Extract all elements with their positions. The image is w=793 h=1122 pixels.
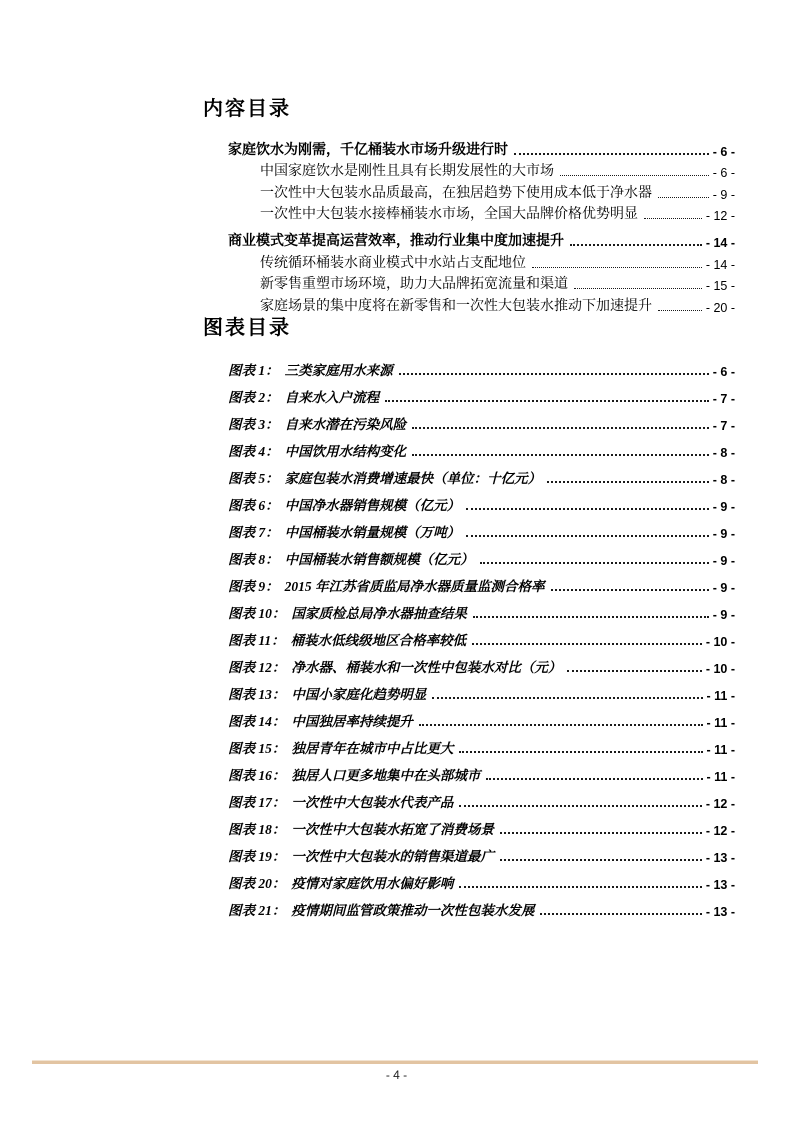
figure-toc-entry[interactable] — [228, 730, 735, 757]
toc-entry-page-number: - 14 - — [705, 257, 735, 272]
toc-section-entry[interactable] — [228, 137, 735, 159]
toc-entry-page-number: - 7 - — [712, 418, 735, 433]
toc-entry-page-number: - 12 - — [705, 796, 735, 811]
figure-toc-entry[interactable] — [228, 892, 735, 919]
toc-sub-entry[interactable] — [260, 159, 735, 181]
toc-entry-page-number: - 6 - — [712, 364, 735, 379]
toc-entry-page-number: - 6 - — [712, 166, 735, 181]
figure-entry-label: 图表 21： — [228, 902, 286, 918]
toc-entry-title: 疫情期间监管政策推动一次性包装水发展 — [291, 902, 535, 918]
toc-entry-page-number: - 15 - — [705, 279, 735, 294]
figure-toc-entry[interactable] — [228, 487, 735, 514]
dotted-leader — [658, 197, 709, 198]
dotted-leader — [547, 481, 709, 483]
page-content — [203, 0, 735, 919]
figure-entry-label: 图表 8： — [228, 551, 279, 567]
dotted-leader — [459, 886, 701, 888]
figure-entry-label: 图表 20： — [228, 875, 286, 891]
figure-entry-label: 图表 12： — [228, 659, 286, 675]
dotted-leader — [466, 535, 709, 537]
figure-toc-entry[interactable] — [228, 352, 735, 379]
figure-entry-label: 图表 3： — [228, 416, 279, 432]
toc-entry-page-number: - 9 - — [712, 187, 735, 202]
toc-entry-title: 中国小家庭化趋势明显 — [291, 686, 427, 702]
toc-entry-page-number: - 20 - — [705, 300, 735, 315]
toc-entry-page-number: - 9 - — [712, 526, 735, 541]
figure-toc-entry[interactable] — [228, 460, 735, 487]
dotted-leader — [567, 670, 701, 672]
toc-entry-title: 自来水潜在污染风险 — [284, 416, 407, 432]
toc-entry-title: 一次性中大包装水拓宽了消费场景 — [291, 821, 494, 837]
dotted-leader — [486, 778, 702, 780]
toc-entry-title: 中国桶装水销售额规模（亿元） — [284, 551, 474, 567]
figure-toc-entry[interactable] — [228, 757, 735, 784]
dotted-leader — [399, 373, 709, 375]
toc-entry-title: 商业模式变革提高运营效率，推动行业集中度加速提升 — [228, 233, 564, 249]
toc-entry-title: 中国家庭饮水是刚性且具有长期发展性的大市场 — [260, 164, 554, 180]
toc-entry-page-number: - 11 - — [706, 769, 735, 784]
toc-entry-title: 家庭场景的集中度将在新零售和一次性大包装水推动下加速提升 — [260, 298, 652, 314]
dotted-leader — [658, 310, 702, 311]
dotted-leader — [459, 751, 702, 753]
toc-entry-page-number: - 14 - — [705, 235, 735, 250]
dotted-leader — [560, 175, 709, 176]
figure-toc-entry[interactable] — [228, 406, 735, 433]
figure-entry-label: 图表 6： — [228, 497, 279, 513]
figure-entry-label: 图表 13： — [228, 686, 286, 702]
dotted-leader — [385, 400, 709, 402]
dotted-leader — [473, 616, 709, 618]
dotted-leader — [574, 288, 702, 289]
footer-page-number: - 4 - — [385, 1068, 408, 1082]
toc-entry-title: 中国净水器销售规模（亿元） — [284, 497, 461, 513]
toc-sub-entry[interactable] — [260, 202, 735, 224]
toc-entry-title: 一次性中大包装水接棒桶装水市场，全国大品牌价格优势明显 — [260, 207, 638, 223]
figure-entry-label: 图表 9： — [228, 578, 279, 594]
dotted-leader — [472, 643, 702, 645]
toc-entry-title: 疫情对家庭饮用水偏好影响 — [291, 875, 454, 891]
toc-entry-page-number: - 9 - — [712, 607, 735, 622]
toc-entry-title: 中国独居率持续提升 — [291, 713, 413, 729]
figure-toc-entry[interactable] — [228, 811, 735, 838]
figure-toc-entry[interactable] — [228, 649, 735, 676]
figure-entry-label: 图表 11： — [228, 632, 285, 648]
toc-entry-page-number: - 13 - — [705, 850, 735, 865]
toc-entry-page-number: - 13 - — [705, 877, 735, 892]
dotted-leader — [466, 508, 709, 510]
toc-entry-title: 家庭包装水消费增速最快（单位：十亿元） — [284, 470, 542, 486]
figure-entry-label: 图表 7： — [228, 524, 279, 540]
toc-entry-title: 中国桶装水销量规模（万吨） — [284, 524, 461, 540]
toc-entry-page-number: - 11 - — [706, 742, 735, 757]
dotted-leader — [500, 859, 702, 861]
toc-entry-title: 一次性中大包装水的销售渠道最广 — [291, 848, 494, 864]
dotted-leader — [480, 562, 709, 564]
figure-toc-entry[interactable] — [228, 595, 735, 622]
figure-toc-entry[interactable] — [228, 514, 735, 541]
content-toc-rows — [203, 137, 735, 315]
figure-toc-entry[interactable] — [228, 838, 735, 865]
toc-entry-page-number: - 10 - — [705, 661, 735, 676]
dotted-leader — [412, 427, 709, 429]
toc-entry-page-number: - 13 - — [705, 904, 735, 919]
toc-entry-page-number: - 12 - — [705, 823, 735, 838]
toc-entry-title: 中国饮用水结构变化 — [284, 443, 407, 459]
toc-entry-page-number: - 8 - — [712, 472, 735, 487]
dotted-leader — [644, 218, 702, 219]
toc-entry-page-number: - 8 - — [712, 445, 735, 460]
figure-entry-label: 图表 17： — [228, 794, 286, 810]
toc-entry-page-number: - 9 - — [712, 499, 735, 514]
toc-entry-title: 新零售重塑市场环境，助力大品牌拓宽流量和渠道 — [260, 277, 568, 293]
dotted-leader — [500, 832, 702, 834]
toc-sub-entry[interactable] — [260, 272, 735, 294]
toc-entry-title: 桶装水低线级地区合格率较低 — [290, 632, 467, 648]
figure-entry-label: 图表 5： — [228, 470, 279, 486]
figure-entry-label: 图表 1： — [228, 362, 279, 378]
figure-toc-entry[interactable] — [228, 433, 735, 460]
toc-sub-entry[interactable] — [260, 250, 735, 272]
figure-toc-entry[interactable] — [228, 622, 735, 649]
toc-entry-page-number: - 10 - — [705, 634, 735, 649]
toc-entry-page-number: - 12 - — [705, 209, 735, 224]
figure-toc-entry[interactable] — [228, 784, 735, 811]
toc-entry-title: 三类家庭用水来源 — [284, 362, 393, 378]
toc-entry-title: 国家质检总局净水器抽查结果 — [291, 605, 467, 621]
dotted-leader — [459, 805, 701, 807]
dotted-leader — [419, 724, 703, 726]
toc-entry-title: 传统循环桶装水商业模式中水站占支配地位 — [260, 255, 526, 271]
toc-entry-title: 一次性中大包装水代表产品 — [291, 794, 454, 810]
figure-toc-entry[interactable] — [228, 703, 735, 730]
figure-entry-label: 图表 18： — [228, 821, 286, 837]
figure-entry-label: 图表 10： — [228, 605, 286, 621]
dotted-leader — [532, 267, 702, 268]
figure-entry-label: 图表 4： — [228, 443, 279, 459]
dotted-leader — [551, 589, 709, 591]
toc-entry-page-number: - 11 - — [706, 715, 735, 730]
figure-toc-entry[interactable] — [228, 676, 735, 703]
dotted-leader — [514, 153, 709, 155]
figure-entry-label: 图表 19： — [228, 848, 286, 864]
toc-entry-title: 自来水入户流程 — [284, 389, 380, 405]
toc-section-entry[interactable] — [228, 228, 735, 250]
toc-entry-page-number: - 9 - — [712, 553, 735, 568]
footer-rule — [32, 1060, 758, 1064]
toc-entry-title: 家庭饮水为刚需，千亿桶装水市场升级进行时 — [228, 142, 508, 158]
figure-entry-label: 图表 15： — [228, 740, 286, 756]
toc-entry-page-number: - 11 - — [706, 688, 735, 703]
toc-entry-title: 净水器、桶装水和一次性中包装水对比（元） — [291, 659, 562, 675]
dotted-leader — [570, 244, 702, 246]
figure-toc-entry[interactable] — [228, 379, 735, 406]
toc-entry-page-number: - 7 - — [712, 391, 735, 406]
figure-entry-label: 图表 2： — [228, 389, 279, 405]
toc-entry-title: 2015 年江苏省质监局净水器质量监测合格率 — [284, 578, 545, 594]
figure-toc-rows — [203, 352, 735, 919]
figure-entry-label: 图表 16： — [228, 767, 286, 783]
toc-entry-title: 独居人口更多地集中在头部城市 — [291, 767, 481, 783]
figure-toc-entry[interactable] — [228, 865, 735, 892]
figure-entry-label: 图表 14： — [228, 713, 286, 729]
dotted-leader — [432, 697, 702, 699]
figure-toc-entry[interactable] — [228, 541, 735, 568]
dotted-leader — [540, 913, 701, 915]
toc-entry-page-number: - 9 - — [712, 580, 735, 595]
toc-sub-entry[interactable] — [260, 293, 735, 315]
figure-toc-entry[interactable] — [228, 568, 735, 595]
toc-entry-title: 一次性中大包装水品质最高，在独居趋势下使用成本低于净水器 — [260, 185, 652, 201]
toc-entry-title: 独居青年在城市中占比更大 — [291, 740, 454, 756]
figure-toc-heading: 图表目录 — [203, 316, 291, 339]
toc-entry-page-number: - 6 - — [712, 144, 735, 159]
dotted-leader — [412, 454, 709, 456]
toc-sub-entry[interactable] — [260, 180, 735, 202]
content-toc-heading: 内容目录 — [203, 98, 291, 120]
